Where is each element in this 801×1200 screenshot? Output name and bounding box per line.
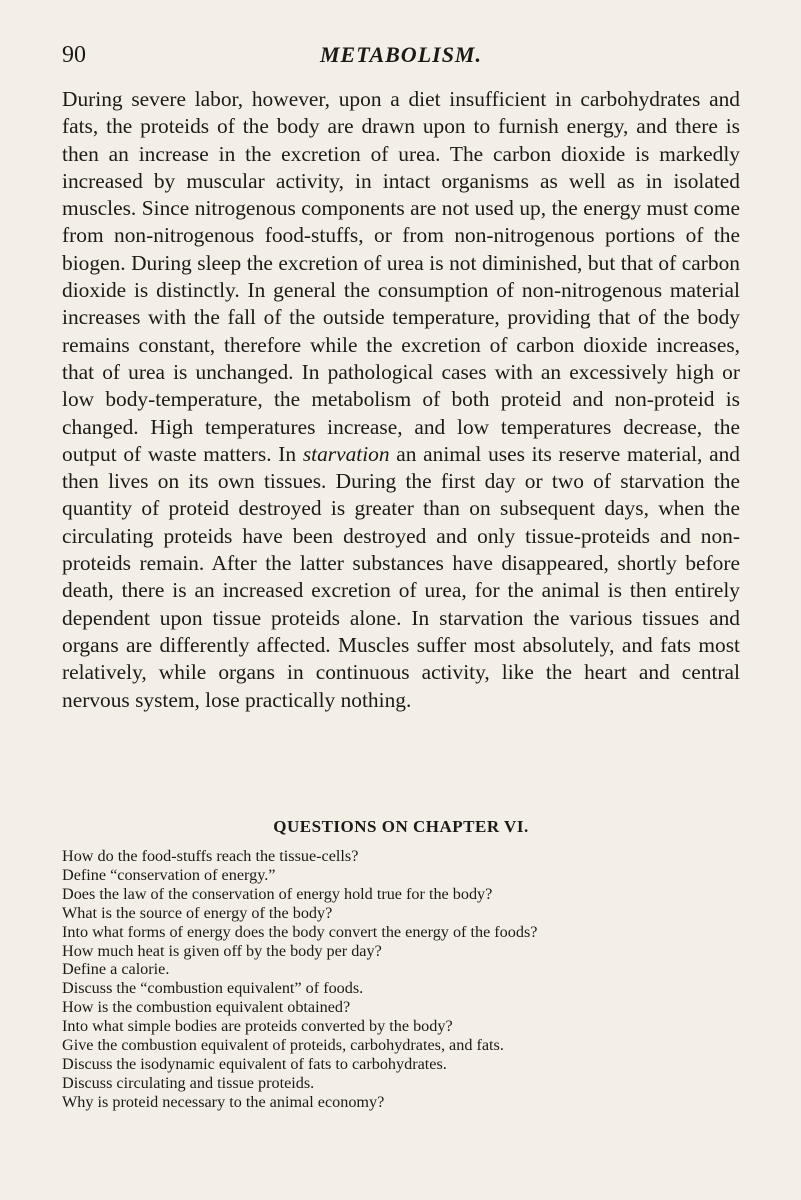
question-item: Give the combustion equivalent of proteids, carbohydrates, and fats. xyxy=(62,1036,504,1055)
body-text-before: During severe labor, however, upon a diet insufficient in carbohydrates and fats, the proteids of the body are drawn upon to furnish energy, and there is then an increase in the excretion of urea. The carbon dioxide is markedly increased by muscular activity, in intact organisms as well as in isolated muscles. Since nitrogenous components are not used up, the energy must come from non-nitrogenous food-stuffs, or from non-nitrogenous portions of the biogen. During sleep the excretion of urea is not diminished, but that of carbon dioxide is distinctly. In general the consumption of non-nitrogenous material increases with the fall of the outside temperature, providing that of the body remains constant, therefore while the excretion of carbon dioxide increases, that of urea is unchanged. In pathological cases with an excessively high or low body-temperature, the metabolism of both proteid and non-proteid is changed. High temperatures increase, and low temperatures decrease, the output of waste matters. In xyxy=(62,87,740,466)
question-item: Does the law of the conservation of energy hold true for the body? xyxy=(62,884,493,903)
running-title: METABOLISM. xyxy=(320,42,482,67)
question-item: Discuss the “combustion equivalent” of foods. xyxy=(62,979,364,998)
body-paragraph xyxy=(62,86,740,714)
question-item: Define “conservation of energy.” xyxy=(62,865,276,884)
page-header xyxy=(62,42,740,72)
question-item: Define a calorie. xyxy=(62,960,170,979)
question-item: Why is proteid necessary to the animal economy? xyxy=(62,1092,385,1111)
questions-list xyxy=(62,847,752,1112)
body-emphasis: starvation xyxy=(302,441,390,466)
question-item: Discuss the isodynamic equivalent of fats to carbohydrates. xyxy=(62,1054,447,1073)
page-number: 90 xyxy=(62,42,86,68)
question-item: How much heat is given off by the body per day? xyxy=(62,941,382,960)
question-item: Into what forms of energy does the body convert the energy of the foods? xyxy=(62,922,538,941)
question-item: What is the source of energy of the body? xyxy=(62,903,333,922)
body-text-after: an animal uses its reserve material, and then lives on its own tissues. During the first day or two of starvation the quantity of proteid destroyed is greater than on subsequent days, when the circulating proteids have been destroyed and only tissue-proteids and non-proteids remain. After the latter substances have disappeared, shortly before death, there is an increased excretion of urea, for the animal is then entirely dependent upon tissue proteids alone. In starvation the various tissues and organs are differently affected. Muscles suffer most absolutely, and fats most relatively, while organs in continuous activity, like the heart and central nervous system, lose practically nothing. xyxy=(62,441,740,712)
question-item: Into what simple bodies are proteids converted by the body? xyxy=(62,1017,453,1036)
question-item: How do the food-stuffs reach the tissue-cells? xyxy=(62,847,359,865)
question-item: How is the combustion equivalent obtained? xyxy=(62,998,351,1017)
questions-heading: QUESTIONS ON CHAPTER VI. xyxy=(273,817,529,836)
question-item: Discuss circulating and tissue proteids. xyxy=(62,1073,315,1092)
